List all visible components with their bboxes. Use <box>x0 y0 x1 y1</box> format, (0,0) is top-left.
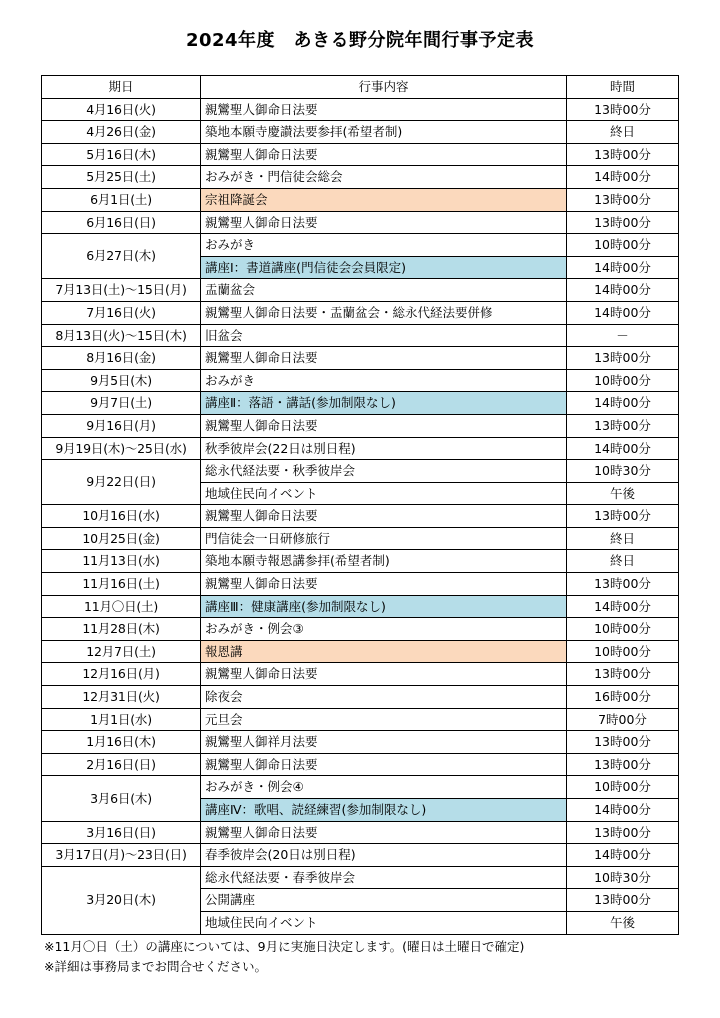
table-row <box>42 98 679 121</box>
event-cell: 春季彼岸会(20日は別日程) <box>201 844 567 867</box>
time-cell: 7時00分 <box>567 708 679 731</box>
date-cell: 11月13日(水) <box>42 550 201 573</box>
event-cell: 除夜会 <box>201 686 567 709</box>
table-row <box>42 776 679 799</box>
event-cell: 親鸞聖人御命日法要 <box>201 347 567 370</box>
date-cell: 4月26日(金) <box>42 121 201 144</box>
time-cell: 10時30分 <box>567 460 679 483</box>
table-row <box>42 573 679 596</box>
time-cell: 午後 <box>567 482 679 505</box>
time-cell: 13時00分 <box>567 573 679 596</box>
date-cell: 9月19日(木)～25日(水) <box>42 437 201 460</box>
event-cell: おみがき <box>201 369 567 392</box>
time-cell: 14時00分 <box>567 392 679 415</box>
header-event: 行事内容 <box>201 76 567 99</box>
table-row <box>42 211 679 234</box>
date-cell: 1月1日(水) <box>42 708 201 731</box>
date-cell: 11月〇日(土) <box>42 595 201 618</box>
page-title: 2024年度 あきる野分院年間行事予定表 <box>185 30 535 51</box>
table-row <box>42 866 679 889</box>
date-cell: 10月16日(水) <box>42 505 201 528</box>
time-cell: 終日 <box>567 121 679 144</box>
date-cell: 9月22日(日) <box>42 460 201 505</box>
event-cell: 秋季彼岸会(22日は別日程) <box>201 437 567 460</box>
time-cell: 13時00分 <box>567 347 679 370</box>
time-cell: 14時00分 <box>567 844 679 867</box>
table-row <box>42 166 679 189</box>
table-row <box>42 686 679 709</box>
event-cell: 地域住民向イベント <box>201 911 567 934</box>
date-cell: 3月20日(木) <box>42 866 201 934</box>
date-cell: 4月16日(火) <box>42 98 201 121</box>
table-row <box>42 708 679 731</box>
time-cell: 10時00分 <box>567 234 679 257</box>
time-cell: 13時00分 <box>567 505 679 528</box>
time-cell: 14時00分 <box>567 437 679 460</box>
time-cell: 16時00分 <box>567 686 679 709</box>
event-cell: 元旦会 <box>201 708 567 731</box>
event-schedule-table <box>41 75 679 935</box>
time-cell: 終日 <box>567 550 679 573</box>
date-cell: 7月13日(土)～15日(月) <box>42 279 201 302</box>
time-cell: － <box>567 324 679 347</box>
table-row <box>42 324 679 347</box>
table-row <box>42 437 679 460</box>
time-cell: 13時00分 <box>567 188 679 211</box>
event-cell: 講座Ⅰ：書道講座(門信徒会会員限定) <box>201 256 567 279</box>
table-row <box>42 527 679 550</box>
time-cell: 13時00分 <box>567 98 679 121</box>
time-cell: 10時00分 <box>567 369 679 392</box>
table-row <box>42 279 679 302</box>
date-cell: 3月17日(月)～23日(日) <box>42 844 201 867</box>
table-body <box>42 98 679 934</box>
date-cell: 9月5日(木) <box>42 369 201 392</box>
table-row <box>42 143 679 166</box>
time-cell: 10時00分 <box>567 618 679 641</box>
date-cell: 3月16日(日) <box>42 821 201 844</box>
date-cell: 6月27日(木) <box>42 234 201 279</box>
time-cell: 13時00分 <box>567 414 679 437</box>
table-row <box>42 301 679 324</box>
time-cell: 14時00分 <box>567 166 679 189</box>
date-cell: 8月16日(金) <box>42 347 201 370</box>
event-cell: 講座Ⅱ：落語・講話(参加制限なし) <box>201 392 567 415</box>
time-cell: 10時00分 <box>567 640 679 663</box>
table-row <box>42 121 679 144</box>
event-cell: 総永代経法要・春季彼岸会 <box>201 866 567 889</box>
table-row <box>42 369 679 392</box>
date-cell: 5月16日(木) <box>42 143 201 166</box>
note-line: ※11月〇日（土）の講座については、9月に実施日決定します。(曜日は土曜日で確定) <box>44 939 525 954</box>
event-cell: 門信徒会一日研修旅行 <box>201 527 567 550</box>
date-cell: 11月16日(土) <box>42 573 201 596</box>
date-cell: 6月1日(土) <box>42 188 201 211</box>
date-cell: 12月31日(火) <box>42 686 201 709</box>
time-cell: 14時00分 <box>567 595 679 618</box>
date-cell: 12月7日(土) <box>42 640 201 663</box>
time-cell: 13時00分 <box>567 889 679 912</box>
time-cell: 13時00分 <box>567 663 679 686</box>
time-cell: 13時00分 <box>567 753 679 776</box>
table-row <box>42 550 679 573</box>
event-cell: 親鸞聖人御命日法要 <box>201 98 567 121</box>
event-cell: 親鸞聖人御命日法要 <box>201 573 567 596</box>
event-cell: 親鸞聖人御命日法要 <box>201 211 567 234</box>
event-cell: おみがき <box>201 234 567 257</box>
event-cell: 総永代経法要・秋季彼岸会 <box>201 460 567 483</box>
date-cell: 6月16日(日) <box>42 211 201 234</box>
date-cell: 1月16日(木) <box>42 731 201 754</box>
event-cell: おみがき・例会④ <box>201 776 567 799</box>
event-cell: 親鸞聖人御命日法要 <box>201 821 567 844</box>
table-header-row <box>42 76 679 99</box>
event-cell: 宗祖降誕会 <box>201 188 567 211</box>
date-cell: 8月13日(火)～15日(木) <box>42 324 201 347</box>
date-cell: 3月6日(木) <box>42 776 201 821</box>
date-cell: 9月16日(月) <box>42 414 201 437</box>
table-row <box>42 347 679 370</box>
event-cell: 講座Ⅲ：健康講座(参加制限なし) <box>201 595 567 618</box>
event-cell: 報恩講 <box>201 640 567 663</box>
date-cell: 12月16日(月) <box>42 663 201 686</box>
time-cell: 午後 <box>567 911 679 934</box>
table-row <box>42 663 679 686</box>
event-cell: 親鸞聖人御命日法要 <box>201 414 567 437</box>
time-cell: 13時00分 <box>567 211 679 234</box>
time-cell: 14時00分 <box>567 301 679 324</box>
time-cell: 10時00分 <box>567 776 679 799</box>
event-cell: 親鸞聖人御命日法要 <box>201 505 567 528</box>
table-row <box>42 640 679 663</box>
time-cell: 13時00分 <box>567 143 679 166</box>
event-cell: 講座Ⅳ：歌唱、読経練習(参加制限なし) <box>201 799 567 822</box>
notes <box>44 937 524 977</box>
event-cell: 築地本願寺慶讃法要参拝(希望者制) <box>201 121 567 144</box>
date-cell: 2月16日(日) <box>42 753 201 776</box>
table-row <box>42 234 679 257</box>
event-cell: 築地本願寺報恩講参拝(希望者制) <box>201 550 567 573</box>
date-cell: 11月28日(木) <box>42 618 201 641</box>
event-cell: 親鸞聖人御命日法要 <box>201 663 567 686</box>
time-cell: 14時00分 <box>567 799 679 822</box>
date-cell: 7月16日(火) <box>42 301 201 324</box>
time-cell: 13時00分 <box>567 821 679 844</box>
event-cell: 盂蘭盆会 <box>201 279 567 302</box>
table-row <box>42 618 679 641</box>
header-time: 時間 <box>567 76 679 99</box>
event-cell: 公開講座 <box>201 889 567 912</box>
table-row <box>42 595 679 618</box>
event-cell: 親鸞聖人御祥月法要 <box>201 731 567 754</box>
event-cell: 親鸞聖人御命日法要 <box>201 753 567 776</box>
table-row <box>42 414 679 437</box>
time-cell: 14時00分 <box>567 256 679 279</box>
event-cell: 地域住民向イベント <box>201 482 567 505</box>
time-cell: 14時00分 <box>567 279 679 302</box>
event-cell: おみがき・門信徒会総会 <box>201 166 567 189</box>
date-cell: 10月25日(金) <box>42 527 201 550</box>
event-cell: 親鸞聖人御命日法要 <box>201 143 567 166</box>
event-cell: おみがき・例会③ <box>201 618 567 641</box>
time-cell: 13時00分 <box>567 731 679 754</box>
table-row <box>42 821 679 844</box>
table-row <box>42 753 679 776</box>
date-cell: 5月25日(土) <box>42 166 201 189</box>
table-row <box>42 460 679 483</box>
table-row <box>42 844 679 867</box>
note-line: ※詳細は事務局までお問合せください。 <box>44 959 267 974</box>
event-cell: 旧盆会 <box>201 324 567 347</box>
table-row <box>42 392 679 415</box>
header-date: 期日 <box>42 76 201 99</box>
table-row <box>42 505 679 528</box>
time-cell: 10時30分 <box>567 866 679 889</box>
event-cell: 親鸞聖人御命日法要・盂蘭盆会・総永代経法要併修 <box>201 301 567 324</box>
table-row <box>42 731 679 754</box>
date-cell: 9月7日(土) <box>42 392 201 415</box>
time-cell: 終日 <box>567 527 679 550</box>
table-row <box>42 188 679 211</box>
